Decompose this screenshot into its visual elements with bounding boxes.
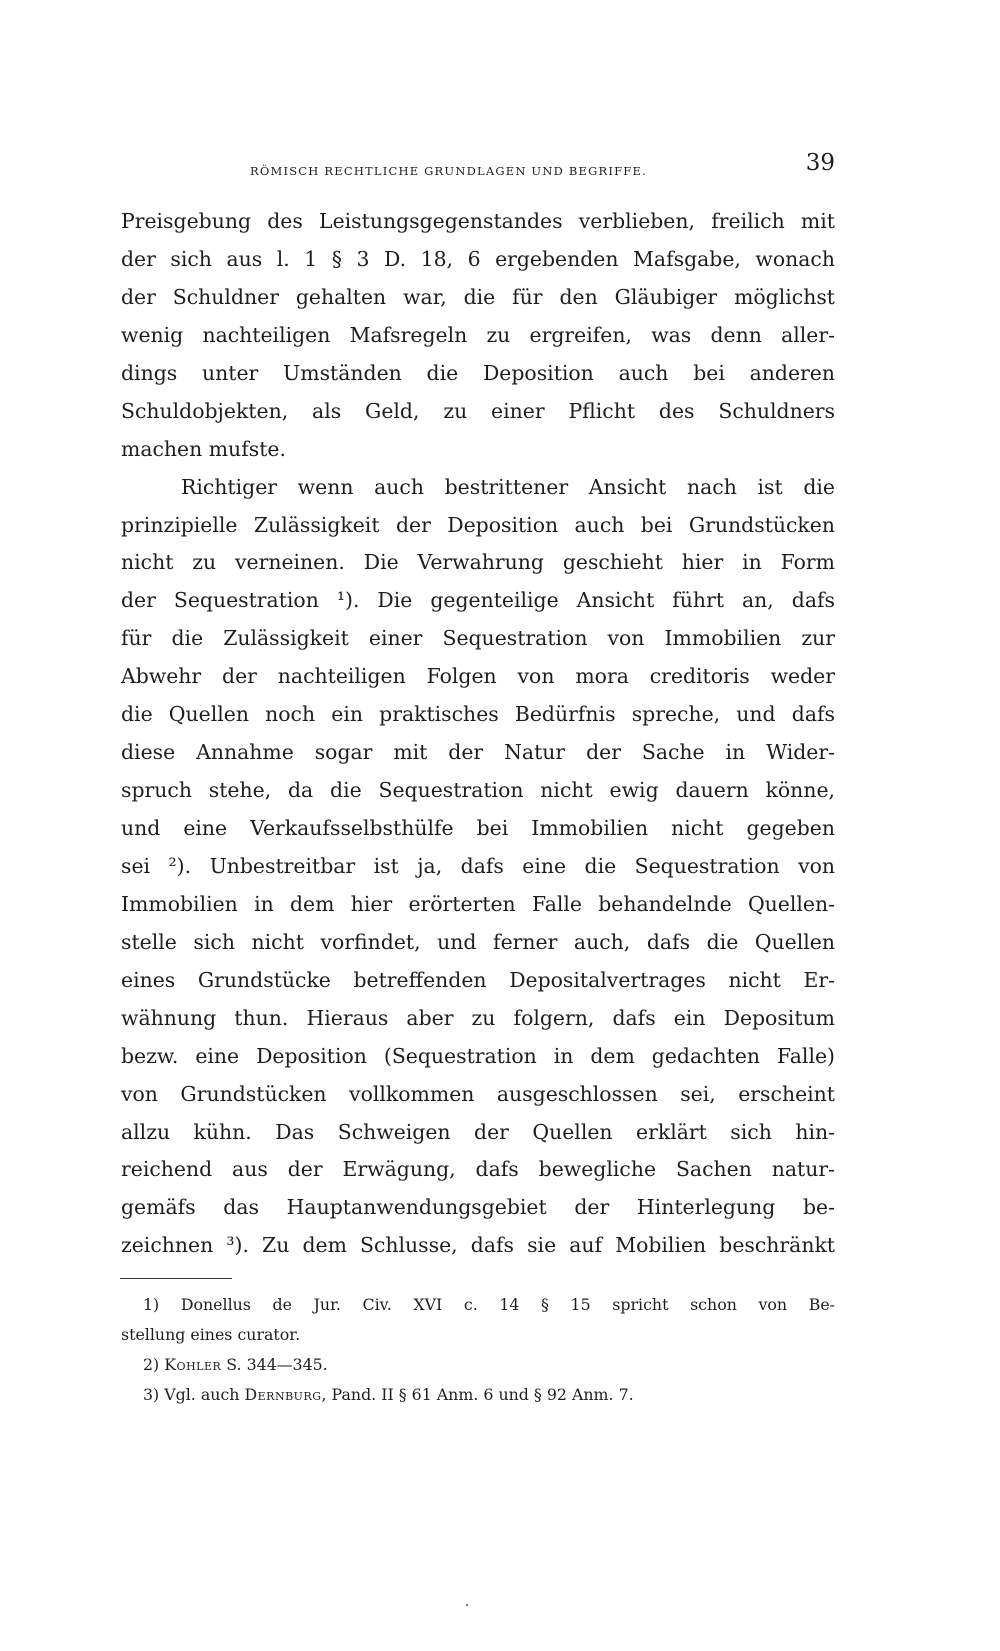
text-line: reichend aus der Erwägung, dafs bewegliche Sachen natur- (121, 1157, 835, 1182)
text-line: dings unter Umständen die Deposition auch bei anderen (121, 360, 835, 385)
footnote-author: Kohler (164, 1355, 222, 1374)
text-line: Preisgebung des Leistungsgegenstandes verblieben, freilich mit (121, 209, 835, 233)
footnote-2: 2) Kohler S. 344—345. (143, 1355, 328, 1374)
text-line: der sich aus l. 1 § 3 D. 18, 6 ergebenden Mafsgabe, wonach (121, 246, 835, 271)
text-line: die Quellen noch ein praktisches Bedürfnis spreche, und dafs (121, 702, 835, 727)
text-line: von Grundstücken vollkommen ausgeschlossen sei, erscheint (121, 1081, 835, 1106)
text-line: Abwehr der nachteiligen Folgen von mora creditoris weder (121, 664, 835, 689)
text-line: diese Annahme sogar mit der Natur der Sache in Wider- (121, 740, 835, 765)
footnote-1-line-1: 1) Donellus de Jur. Civ. XVI c. 14 § 15 spricht schon von Be- (143, 1295, 835, 1314)
text-line: bezw. eine Deposition (Sequestration in dem gedachten Falle) (121, 1043, 835, 1068)
body-text (121, 203, 835, 1265)
text-line: spruch stehe, da die Sequestration nicht ewig dauern könne, (121, 778, 835, 803)
footnotes (121, 1290, 835, 1410)
scan-speck (466, 1604, 468, 1606)
text-line: für die Zulässigkeit einer Sequestration von Immobilien zur (121, 626, 835, 651)
footnote-author: Dernburg (244, 1385, 322, 1404)
text-line: gemäfs das Hauptanwendungsgebiet der Hinterlegung be- (121, 1195, 835, 1220)
footnote-3: 3) Vgl. auch Dernburg, Pand. II § 61 Anm. 6 und § 92 Anm. 7. (143, 1385, 634, 1404)
page-header (120, 150, 835, 186)
footnote-1-line-2: stellung eines curator. (121, 1325, 301, 1344)
text-line: stelle sich nicht vorfindet, und ferner auch, dafs die Quellen (121, 929, 835, 954)
paragraph-start-line: Richtiger wenn auch bestrittener Ansicht nach ist die (181, 474, 835, 499)
text-line: wähnung thun. Hieraus aber zu folgern, dafs ein Depositum (121, 1005, 835, 1030)
text-line: wenig nachteiligen Mafsregeln zu ergreifen, was denn aller- (121, 322, 835, 347)
text-line: Schuldobjekten, als Geld, zu einer Pflicht des Schuldners (121, 398, 835, 423)
text-line: machen mufste. (121, 436, 286, 461)
running-head: RÖMISCH RECHTLICHE GRUNDLAGEN UND BEGRIFFE. (250, 164, 647, 178)
text-line: allzu kühn. Das Schweigen der Quellen erklärt sich hin- (121, 1119, 835, 1144)
footnote-separator (120, 1278, 232, 1279)
text-line: zeichnen ³). Zu dem Schlusse, dafs sie auf Mobilien beschränkt (121, 1233, 835, 1258)
text-line: eines Grundstücke betreffenden Depositalvertrages nicht Er- (121, 967, 835, 992)
text-line: der Schuldner gehalten war, die für den Gläubiger möglichst (121, 284, 835, 309)
text-line: und eine Verkaufsselbsthülfe bei Immobilien nicht gegeben (121, 816, 835, 840)
text-line: sei ²). Unbestreitbar ist ja, dafs eine die Sequestration von (121, 853, 835, 878)
text-line: Immobilien in dem hier erörterten Falle behandelnde Quellen- (121, 891, 835, 916)
text-line: prinzipielle Zulässigkeit der Deposition auch bei Grundstücken (121, 512, 835, 537)
text-line: nicht zu verneinen. Die Verwahrung geschieht hier in Form (121, 550, 835, 575)
page-number: 39 (805, 150, 835, 176)
text-line: der Sequestration ¹). Die gegenteilige Ansicht führt an, dafs (121, 588, 835, 613)
